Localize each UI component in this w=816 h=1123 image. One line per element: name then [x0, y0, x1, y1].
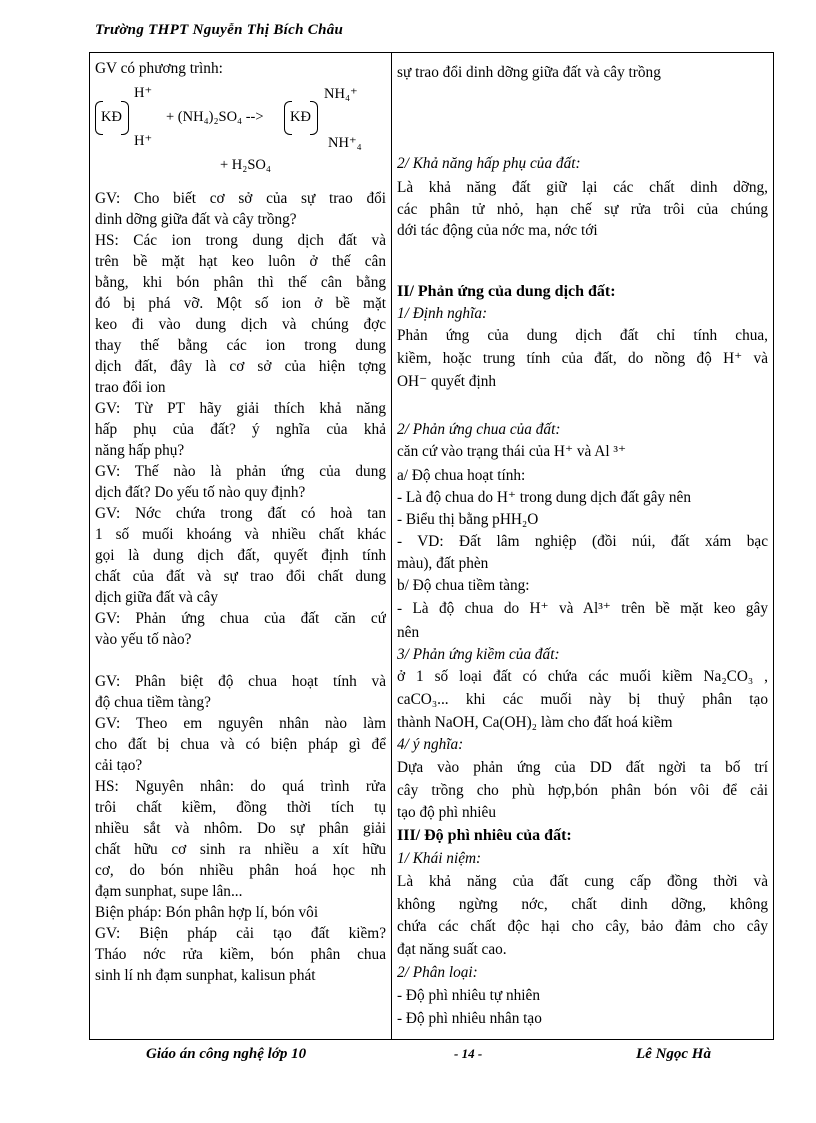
right-text-line: b/ Độ chua tiềm tàng: [397, 577, 530, 594]
right-text-line: - Độ phì nhiêu tự nhiên [397, 987, 540, 1004]
left-text-line: năng hấp phụ? [95, 442, 185, 459]
equation-nh4-top: NH₄⁺ [324, 86, 358, 102]
right-text-line: - Biểu thị bằng pHH₂O [397, 511, 539, 528]
right-text-line: Là khả năng của đất cung cấp đồng thời và [397, 873, 768, 890]
left-text-line: bằng, khi bón phân thì thế cân bằng [95, 274, 386, 291]
equation-h-top: H⁺ [134, 85, 153, 101]
page-header: Trường THPT Nguyễn Thị Bích Châu [95, 22, 344, 38]
left-text-line: gọi là dung dịch đất, quyết định tính [95, 547, 386, 564]
left-text-line: hấp phụ của đất? ý nghĩa của khả [95, 421, 386, 438]
right-column [392, 53, 773, 1039]
right-text-line: không ngừng nớc, chất dinh dỡng, không [397, 896, 768, 913]
left-text-line: HS: Các ion trong dung dịch đất và [95, 232, 386, 249]
left-text-line: GV: Nớc chứa trong đất có hoà tan [95, 505, 386, 522]
left-text-line: GV: Cho biết cơ sở của sự trao đổi [95, 190, 386, 207]
footer-left: Giáo án công nghệ lớp 10 [146, 1046, 307, 1062]
right-text-line: nên [397, 624, 420, 641]
right-text-line: tạo độ phì nhiêu [397, 804, 496, 821]
left-text-line: keo đi vào dung dịch và chúng đợc [95, 316, 386, 333]
right-text-line: đạt năng suất cao. [397, 941, 507, 958]
section-heading: II/ Phản ứng của dung dịch đất: [397, 283, 616, 300]
right-text-line: chứa các chất độc hại cho cây, bảo đảm cho cây [397, 918, 768, 935]
right-text-line: cây trồng cho phù hợp,bón phân bón vôi để cải [397, 782, 768, 799]
subsection-heading: 4/ ý nghĩa: [397, 736, 464, 753]
left-text-line: đạm sunphat, supe lân... [95, 883, 243, 900]
subsection-heading: 1/ Khái niệm: [397, 850, 482, 867]
left-text-line: cải tạo? [95, 757, 143, 774]
right-text-line: - Là độ chua do H⁺ trong dung dịch đất gây nên [397, 489, 691, 506]
equation-intro: GV có phương trình: [95, 60, 223, 77]
left-bracket-close [121, 101, 129, 135]
footer-right: Lê Ngọc Hà [636, 1046, 711, 1062]
right-text-line: thành NaOH, Ca(OH)₂ làm cho đất hoá kiềm [397, 714, 673, 731]
right-text-line: căn cứ vào trạng thái của H⁺ và Al ³⁺ [397, 443, 627, 460]
right-text-line: màu), đất phèn [397, 555, 489, 572]
equation-h-bottom: H⁺ [134, 133, 153, 149]
equation-nh4-bottom: NH⁺₄ [328, 135, 362, 151]
left-text-line: thay thế bằng các ion trong dung [95, 337, 386, 354]
left-text-line: cho đất bị chua và có biện pháp gì để [95, 736, 386, 753]
right-text-line: - Độ phì nhiêu nhân tạo [397, 1010, 542, 1027]
right-bracket-close [310, 101, 318, 135]
left-text-line: dịch đất? Do yếu tố nào quy định? [95, 484, 306, 501]
left-text-line: GV: Từ PT hãy giải thích khả năng [95, 400, 386, 417]
equation-reagent: + (NH₄)₂SO₄ --> [166, 109, 264, 125]
left-text-line: dịch giữa đất và cây [95, 589, 218, 606]
left-text-line: HS: Nguyên nhân: do quá trình rửa [95, 778, 386, 795]
left-text-line: nhiều sắt và nhôm. Do sự phân giải [95, 820, 386, 837]
subsection-heading: 2/ Khả năng hấp phụ của đất: [397, 155, 581, 172]
right-text-line: caCO₃... khi các muối này bị thuỷ phân tạo [397, 691, 768, 708]
right-text-line: OH⁻ quyết định [397, 373, 496, 390]
left-text-line: GV: Phản ứng chua của đất căn cứ [95, 610, 386, 627]
right-text-line: các phân tử nhỏ, hạn chế sự rửa trôi của chúng [397, 201, 768, 218]
subsection-heading: 2/ Phân loại: [397, 964, 478, 981]
equation-block [90, 53, 391, 173]
right-text-line: Là khả năng đất giữ lại các chất dinh dỡng, [397, 179, 768, 196]
subsection-heading: 1/ Định nghĩa: [397, 305, 488, 322]
right-text-line: dới tác động của nớc ma, nớc tới [397, 222, 598, 239]
equation-kd-left: KĐ [101, 109, 122, 125]
left-text-line: chất hữu cơ sinh ra nhiều a xít hữu [95, 841, 386, 858]
right-text-line: Phản ứng của dung dịch đất chỉ tính chua, [397, 327, 768, 344]
right-text-line: ở 1 số loại đất có chứa các muối kiềm Na₂CO₃ , [397, 668, 768, 685]
left-text-line: GV: Biện pháp cải tạo đất kiềm? [95, 925, 386, 942]
left-column [90, 53, 392, 1039]
right-text-line: a/ Độ chua hoạt tính: [397, 467, 526, 484]
right-text-line: - VD: Đất lâm nghiệp (đồi núi, đất xám bạc [397, 533, 768, 550]
left-text-line: Biện pháp: Bón phân hợp lí, bón vôi [95, 904, 319, 921]
left-text-line: trôi chất kiềm, đồng thời tích tụ [95, 799, 386, 816]
left-text-line: đó bị phá vỡ. Một số ion ở bề mặt [95, 295, 386, 312]
left-text-line: sinh lí nh đạm sunphat, kalisun phát [95, 967, 316, 984]
left-text-line: trao đổi ion [95, 379, 166, 396]
left-text-line: Tháo nớc rửa kiềm, bón phân chua [95, 946, 386, 963]
right-text-line: kiềm, hoặc trung tính của đất, do nồng độ H⁺ và [397, 350, 768, 367]
right-text-line: Dựa vào phản ứng của DD đất ngời ta bố trí [397, 759, 768, 776]
footer-page-number: - 14 - [454, 1046, 483, 1061]
left-text-line: dịch đất, đây là cơ sở của hiện tợng [95, 358, 386, 375]
left-text-line: dinh dỡng giữa đất và cây trồng? [95, 211, 297, 228]
equation-product: + H₂SO₄ [220, 157, 271, 173]
left-text-line: 1 số muối khoáng và nhiều chất khác [95, 526, 386, 543]
left-text-line: độ chua tiềm tàng? [95, 694, 211, 711]
left-text-line: chất của đất và sự trao đổi chất dung [95, 568, 386, 585]
left-text-line: trên bề mặt hạt keo luôn ở thế cân [95, 253, 386, 270]
left-text-line: vào yếu tố nào? [95, 631, 192, 648]
subsection-heading: 3/ Phản ứng kiềm của đất: [397, 646, 560, 663]
section-heading: III/ Độ phì nhiêu của đất: [397, 827, 572, 844]
lesson-table [89, 52, 774, 1040]
equation-kd-right: KĐ [290, 109, 311, 125]
subsection-heading: 2/ Phản ứng chua của đất: [397, 421, 561, 438]
left-text-line: cơ, do bón nhiều phân hoá học nh [95, 862, 386, 879]
right-text-line: sự trao đổi dinh dỡng giữa đất và cây trồng [397, 64, 661, 81]
left-text-line [95, 650, 386, 671]
left-text-line: GV: Thế nào là phản ứng của dung [95, 463, 386, 480]
left-text-line: GV: Theo em nguyên nhân nào làm [95, 715, 386, 732]
right-text-line: - Là độ chua do H⁺ và Al³⁺ trên bề mặt keo gây [397, 600, 768, 617]
left-text-line: GV: Phân biệt độ chua hoạt tính và [95, 673, 386, 690]
